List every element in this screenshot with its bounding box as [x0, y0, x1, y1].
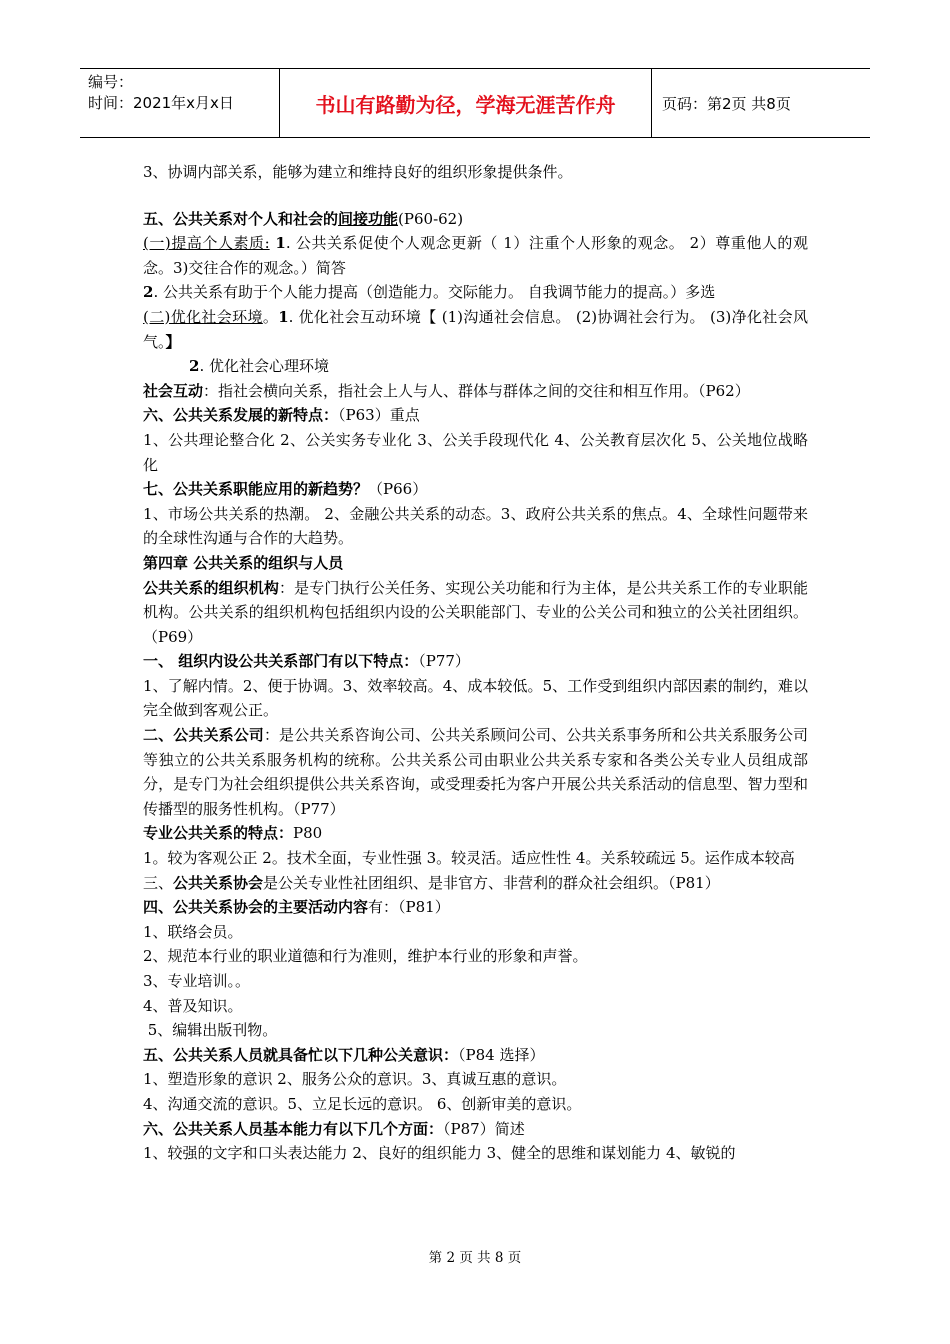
paragraph: 二、公共关系公司：是公共关系咨询公司、公共关系顾问公司、公共关系事务所和公共关系服务公司等独立的公共关系服务机构的统称。公共关系公司由职业公共关系专家和各类公关专业人员组成部分，是专门为社会组织提供公共关系咨询，或受理委托为客户开展公共关系活动的信息型、智力型和传播型的服务性机构。（P77）: [143, 726, 808, 818]
paragraph: 3、协调内部关系，能够为建立和维持良好的组织形象提供条件。: [143, 163, 573, 181]
paragraph: 1、市场公共关系的热潮。 2、金融公共关系的动态。3、政府公共关系的焦点。4、全球性问题带来的全球性沟通与合作的大趋势。: [143, 504, 808, 548]
list-item: 1、联络会员。: [143, 922, 243, 941]
paragraph: 三、公共关系协会是公关专业性社团组织、是非官方、非营利的群众社会组织。（P81）: [143, 873, 720, 892]
section-heading: 五、公共关系对个人和社会的间接功能(P60-62): [143, 209, 464, 228]
section-heading: 四、公共关系协会的主要活动内容有：（P81）: [143, 898, 450, 917]
header-page-label: 页码：第2页 共8页: [662, 94, 791, 113]
section-heading: 六、公共关系发展的新特点：（P63）重点: [143, 406, 420, 425]
list-item: 2、规范本行业的职业道德和行为准则，维护本行业的形象和声誉。: [143, 947, 588, 966]
header-slogan: 书山有路勤为径，学海无涯苦作舟: [280, 69, 652, 137]
page-footer: 第 2 页 共 8 页: [428, 1250, 522, 1266]
paragraph: 社会互动：指社会横向关系，指社会上人与人、群体与群体之间的交往和相互作用。（P62）: [143, 381, 750, 400]
list-item: 5、编辑出版刊物。: [143, 1021, 278, 1040]
number-label: 编号：: [88, 73, 134, 91]
time-label: 时间：2021年x月x日: [88, 94, 234, 112]
section-heading: 五、公共关系人员就具备忙以下几种公关意识：（P84 选择）: [143, 1045, 545, 1064]
list-item: 3、专业培训。。: [143, 972, 251, 990]
paragraph: 2. 优化社会心理环境: [189, 357, 329, 376]
section-heading: 一、 组织内设公共关系部门有以下特点：（P77）: [143, 652, 470, 671]
paragraph: (二)优化社会环境。1. 优化社会互动环境【 (1)沟通社会信息。 (2)协调社会行为。 (3)净化社会风气。】: [143, 307, 808, 351]
paragraph: (一)提高个人素质: 1. 公共关系促使个人观念更新（ 1）注重个人形象的观念。 2）尊重他人的观念。3)交往合作的观念。）简答: [143, 234, 808, 277]
page-header: [80, 68, 870, 138]
paragraph: 1。较为客观公正 2。技术全面，专业性强 3。较灵活。适应性性 4。关系较疏远 5。运作成本较高: [143, 849, 795, 868]
paragraph: 1、了解内情。2、便于协调。3、效率较高。4、成本较低。5、工作受到组织内部因素的制约，难以完全做到客观公正。: [143, 676, 808, 720]
header-meta: [80, 69, 280, 137]
section-heading: 七、公共关系职能应用的新趋势？（P66）: [143, 480, 428, 499]
section-heading: 专业公共关系的特点：P80: [143, 824, 323, 843]
chapter-heading: 第四章 公共关系的组织与人员: [143, 553, 344, 572]
paragraph: 1、较强的文字和口头表达能力 2、良好的组织能力 3、健全的思维和谋划能力 4、敏锐的: [143, 1144, 736, 1163]
document-body: [143, 160, 808, 1166]
paragraph: 2. 公共关系有助于个人能力提高（创造能力。交际能力。 自我调节能力的提高。）多选: [143, 283, 716, 302]
paragraph: 1、塑造形象的意识 2、服务公众的意识。3、真诚互惠的意识。: [143, 1070, 567, 1089]
paragraph: 公共关系的组织机构：是专门执行公关任务、实现公关功能和行为主体，是公共关系工作的专业职能机构。公共关系的组织机构包括组织内设的公关职能部门、专业的公关公司和独立的公关社团组织。（P69）: [143, 578, 808, 646]
paragraph: 1、公共理论整合化 2、公关实务专业化 3、公关手段现代化 4、公关教育层次化 5、公关地位战略化: [143, 430, 808, 474]
section-heading: 六、公共关系人员基本能力有以下几个方面：（P87）简述: [143, 1119, 525, 1138]
list-item: 4、普及知识。: [143, 996, 243, 1015]
paragraph: 4、沟通交流的意识。5、立足长远的意识。 6、创新审美的意识。: [143, 1094, 582, 1113]
